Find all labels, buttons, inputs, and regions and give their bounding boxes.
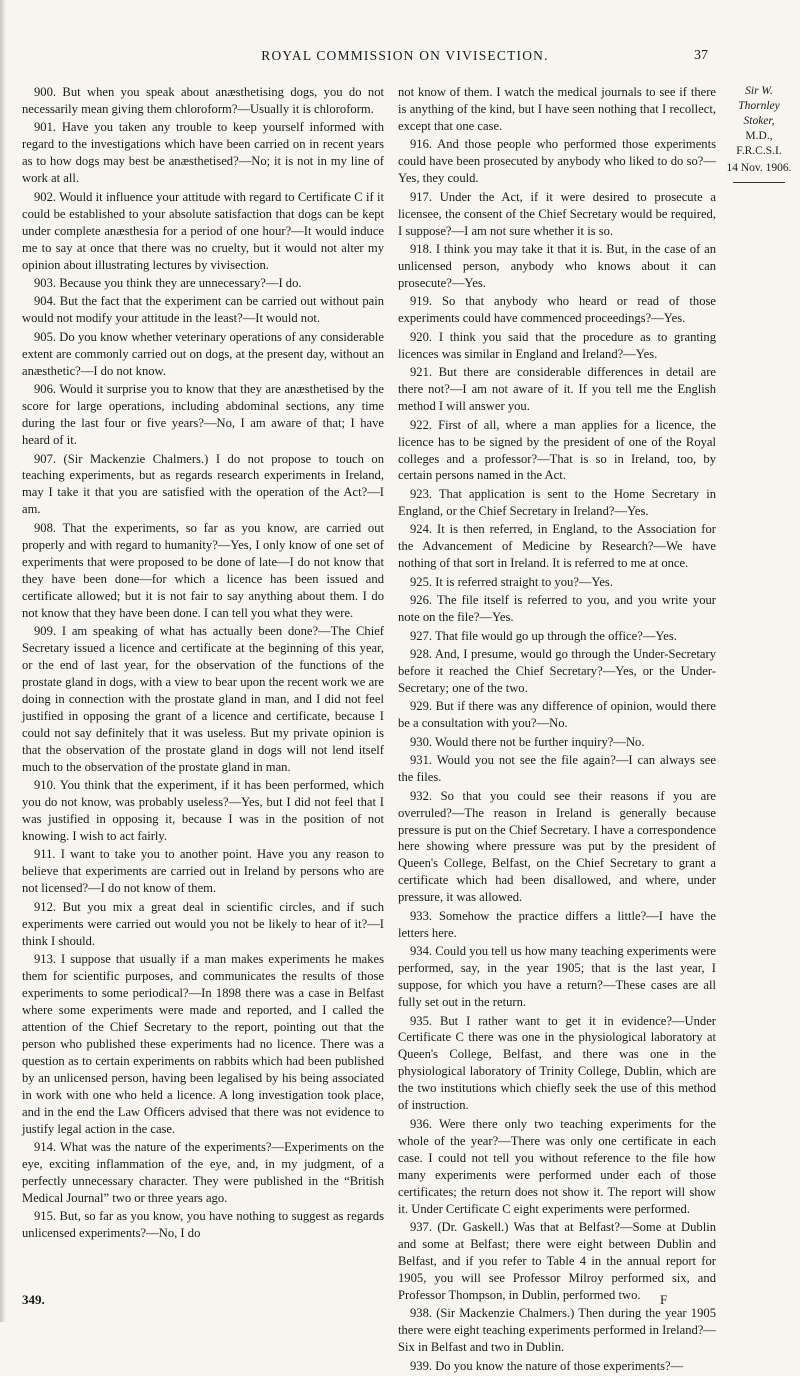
paragraph-934: 934. Could you tell us how many teaching experiments were performed, say, in the year 1905; that is the last year, I suppose, for which you have a return?—These cases are all fully set out in the return. — [398, 944, 716, 1010]
paragraph-921: 921. But there are considerable differences in detail are there not?—I am not aware of it. If you tell me the English method I will answer you. — [398, 365, 716, 414]
page-edge-shadow — [0, 0, 6, 1322]
witness-name: Sir W. Thornley Stoker, — [738, 85, 780, 127]
paragraph-906: 906. Would it surprise you to know that they are anæsthetised by the score for large operations, including abdominal sections, any time during the last four or five years?—No, I am aware of that; I have heard of it. — [22, 382, 384, 448]
witness-margin-note — [724, 84, 794, 183]
signature-mark-right: F — [660, 1292, 668, 1307]
left-column — [22, 84, 384, 1244]
paragraph-918: 918. I think you may take it that it is. But, in the case of an unlicensed person, anybody who knows about it can prosecute?—Yes. — [398, 242, 716, 290]
paragraph-938: 938. (Sir Mackenzie Chalmers.) Then during the year 1905 there were eight teaching experiments performed in Ireland?—Six in Belfast and two in Dublin. — [398, 1306, 716, 1355]
paragraph-901: 901. Have you taken any trouble to keep yourself informed with regard to the investigations which have been carried on in recent years as to how dogs may best be anæsthetised?—No; it is not in my line of work at all. — [22, 120, 384, 186]
paragraph-930: 930. Would there not be further inquiry?—No. — [410, 734, 645, 749]
paragraph-933: 933. Somehow the practice differs a little?—I have the letters here. — [398, 908, 716, 940]
paragraph-913: 913. I suppose that usually if a man makes experiments he makes them for scientific purposes, and communicates the results of those experiments to some periodical?—In 1898 there was a case in Belfast where some experiments were made and reported, and I called the attention of the Chief Secretary to the report, pointing out that the person who published these experiments had no licence. There was a question as to certain experiments on rabbits which had been published by an unlicensed person, having been legalised by his being associated in work with one who held a licence. A long investigation took place, and in the end the Law Officers advised that there was not evidence to justify legal action in the case. — [22, 952, 384, 1136]
paragraph-909: 909. I am speaking of what has actually been done?—The Chief Secretary issued a licence and certificate at the beginning of this year, or the end of last year, for the observation of the functions of the prostate gland in dogs, with a view to bear upon the recent work we are doing in connection with the prostate gland in man, and I did not feel justified in opposing the grant of a licence and certificate, because I could not say definitely that it was useless. But my private opinion is that the observation of the prostate gland in dogs will not lend itself much to the observation of the prostate gland in man. — [22, 624, 384, 774]
page-header — [0, 48, 800, 68]
paragraph-903: 903. Because you think they are unnecessary?—I do. — [34, 275, 302, 290]
paragraph-920: 920. I think you said that the procedure as to granting licences was similar in England and Ireland?—Yes. — [398, 329, 716, 361]
paragraph-908: 908. That the experiments, so far as you know, are carried out properly and with regard to humanity?—Yes, I only know of one set of experiments that were proposed to be done of late—I do not know that they have been done—for which a licence has been issued and certificate allowed; but it is not fair to say anything about them. I do not know that they have been done. I can tell you what they were. — [22, 520, 384, 620]
running-title: ROYAL COMMISSION ON VIVISECTION. — [261, 48, 549, 63]
paragraph-937: 937. (Dr. Gaskell.) Was that at Belfast?—Some at Dublin and some at Belfast; there were eight between Dublin and Belfast, and if you refer to Table 4 in the annual report for 1905, you will see Professor Milroy performed six, and Professor Thompson, in Dublin, performed two. — [398, 1219, 716, 1302]
paragraph-907: 907. (Sir Mackenzie Chalmers.) I do not propose to touch on teaching experiments, but as regards research experiments in Ireland, may I take it that you are satisfied with the operation of the Act?—I am. — [22, 451, 384, 517]
paragraph-926: 926. The file itself is referred to you, and you write your note on the file?—Yes. — [398, 593, 716, 625]
paragraph-929: 929. But if there was any difference of opinion, would there be a consultation with you?—No. — [398, 699, 716, 731]
signature-mark-left: 349. — [22, 1292, 45, 1307]
paragraph-905: 905. Do you know whether veterinary operations of any considerable extent are commonly carried out on dogs, at the present day, without an anæsthetic?—I do not know. — [22, 329, 384, 378]
paragraph-928: 928. And, I presume, would go through the Under-Secretary before it reached the Chief Secretary?—Yes, or the Under-Secretary; one of the two. — [398, 647, 716, 695]
paragraph-919: 919. So that anybody who heard or read of those experiments could have commenced proceedings?—Yes. — [398, 294, 716, 326]
paragraph-931: 931. Would you not see the file again?—I can always see the files. — [398, 753, 716, 785]
paragraph-915: 915. But, so far as you know, you have nothing to suggest as regards unlicensed experiments?—No, I do — [22, 1209, 384, 1241]
page-number: 37 — [694, 48, 708, 63]
paragraph-927: 927. That file would go up through the office?—Yes. — [410, 628, 677, 643]
paragraph-922: 922. First of all, where a man applies for a licence, the licence has to be signed by the president of one of the Royal colleges and a professor?—That is so in Ireland, too, by certain persons named in the Act. — [398, 417, 716, 483]
paragraph-912: 912. But you mix a great deal in scientific circles, and if such experiments were carried out would you not be likely to hear of it?—I think I should. — [22, 899, 384, 948]
session-date: 14 Nov. 1906. — [726, 162, 792, 174]
paragraph-923: 923. That application is sent to the Home Secretary in England, or the Chief Secretary in Ireland?—Yes. — [398, 486, 716, 518]
margin-rule — [733, 182, 785, 183]
paragraph-935: 935. But I rather want to get it in evidence?—Under Certificate C there was one in the physiological laboratory at Queen's College, Belfast, and there was one in the physiological laboratory of Trinity College, Dublin, which are the two institutions which chiefly seek the use of this method of instruction. — [398, 1013, 716, 1113]
paragraph-902: 902. Would it influence your attitude with regard to Certificate C if it could be established to your absolute satisfaction that dogs can be kept under complete anæsthesia for a period of one hour?—It would induce me to say at once that there was no cruelty, but it would not alter my opinion about illustrating lectures by vivisection. — [22, 189, 384, 272]
paragraph-917: 917. Under the Act, if it were desired to prosecute a licensee, the consent of the Chief Secretary would be required, I suppose?—I am not sure whether it is so. — [398, 189, 716, 238]
paragraph-925: 925. It is referred straight to you?—Yes. — [410, 574, 613, 589]
paragraph-914: 914. What was the nature of the experiments?—Experiments on the eye, exciting inflammation of the eye, and, in my judgment, of a perfectly unnecessary character. They were published in the “British Medical Journal” two or three years ago. — [22, 1140, 384, 1205]
right-column — [398, 84, 716, 1376]
paragraph-900: 900. But when you speak about anæsthetising dogs, you do not necessarily mean giving them chloroform?—Usually it is chloroform. — [22, 85, 384, 116]
paragraph-936: 936. Were there only two teaching experiments for the whole of the year?—There was only one certificate in each case. I could not tell you without reference to the file how many experiments were performed under each of those certificates; the return does not show it. The report will show it. Under Certificate C eight experiments were performed. — [398, 1116, 716, 1216]
paragraph-911: 911. I want to take you to another point. Have you any reason to believe that experiments are carried out in Ireland by persons who are not licensed?—I do not know of them. — [22, 847, 384, 896]
paragraph-910: 910. You think that the experiment, if it has been performed, which you do not know, was probably useless?—Yes, but I did not feel that I was justified in opposing it, because I was in the position of not knowing. I wish to act fairly. — [22, 778, 384, 843]
paragraph-924: 924. It is then referred, in England, to the Association for the Advancement of Medicine by Research?—We have nothing of that sort in Ireland. It is referred to me at once. — [398, 522, 716, 571]
paragraph-932: 932. So that you could see their reasons if you are overruled?—The reason in Ireland is generally because pressure is put on the Chief Secretary. I have a correspondence here showing where pressure was put by the president of Queen's College, Belfast, on the Chief Secretary to grant a certificate which had been disallowed, and where, under pressure, it was allowed. — [398, 788, 716, 905]
witness-degrees: M.D., F.R.C.S.I. — [736, 130, 782, 157]
paragraph-904: 904. But the fact that the experiment can be carried out without pain would not modify your attitude in the least?—It would not. — [22, 294, 384, 326]
paragraph-916: 916. And those people who performed those experiments could have been prosecuted by anybody who liked to do so?—Yes, they could. — [398, 137, 716, 186]
paragraph-915-continued: not know of them. I watch the medical journals to see if there is anything of the kind, but I have seen nothing that I recollect, except that one case. — [398, 85, 716, 133]
paragraph-939: 939. Do you know the nature of those experiments?— — [410, 1358, 684, 1373]
